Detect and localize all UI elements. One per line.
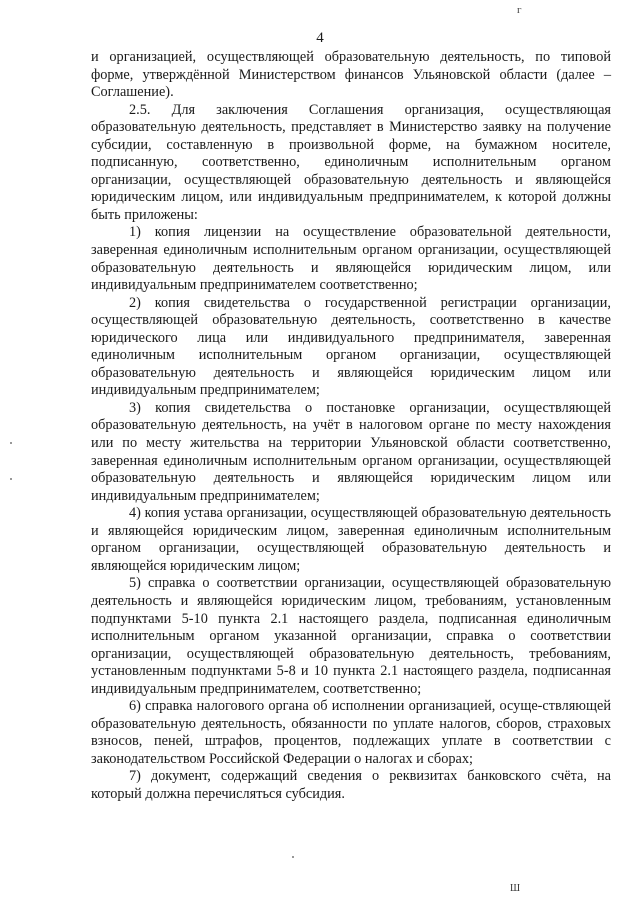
scan-speck	[292, 856, 294, 858]
scan-speck	[10, 478, 12, 480]
page-number: 4	[316, 30, 324, 46]
list-item-4: 4) копия устава организации, осуществляющей образовательную деятельность и являющейся юридическим лицом, заверенная единоличным исполнительным органом организации, осуществляющей образовательную деятельность и являющейся юридическим лицом;	[91, 505, 611, 574]
list-item-7: 7) документ, содержащий сведения о реквизитах банковского счёта, на который должна перечисляться субсидия.	[91, 768, 611, 802]
document-body	[91, 49, 611, 804]
scan-speck	[10, 442, 12, 444]
list-item-6: 6) справка налогового органа об исполнении организацией, осуще-ствляющей образовательную деятельность, обязанности по уплате налогов, сборов, страховых взносов, пеней, штрафов, процентов, подлежащих уплате в соответствии с законодательством Российской Федерации о налогах и сборах;	[91, 698, 611, 767]
paragraph-continuation: и организацией, осуществляющей образовательную деятельность, по типовой форме, утверждённой Министерством финансов Ульяновской области (далее – Соглашение).	[91, 49, 611, 101]
list-item-3: 3) копия свидетельства о постановке организации, осуществляющей образовательную деятельность, на учёт в налоговом органе по месту нахождения или по месту жительства на территории Ульяновской области соответственно, заверенная единоличным исполнительным органом организации, осуществляющей образовательную деятельность и являющейся юридическим лицом или индивидуальным предпринимателем;	[91, 399, 611, 504]
list-item-2: 2) копия свидетельства о государственной регистрации организации, осуществляющей образовательную деятельность, соответственно в качестве юридического лица или индивидуального предпринимателя, заверенная единоличным исполнительным органом организации, осуществляющей образовательную деятельность и являющейся юридическим лицом или индивидуальным предпринимателем;	[91, 294, 611, 399]
list-item-5: 5) справка о соответствии организации, осуществляющей образовательную деятельность и являющейся юридическим лицом, требованиям, установленным подпунктами 5-10 пункта 2.1 настоящего раздела, подписанная единоличным исполнительным органом указанной организации, справка о соответствии организации, осуществляющей образовательную деятельность, требованиям, установленным подпунктами 5-8 и 10 пункта 2.1 настоящего раздела, подписанная индивидуальным предпринимателем, соответственно;	[91, 575, 611, 697]
bottom-mark: Ш	[510, 883, 521, 894]
paragraph-2-5: 2.5. Для заключения Соглашения организация, осуществляющая образовательную деятельность, представляет в Министерство заявку на получение субсидии, составленную в произвольной форме, на бумажном носителе, подписанную, соответственно, единоличным исполнительным органом организации, осуществляющей образовательную деятельность и являющейся юридическим лицом, или индивидуальным предпринимателем, к которой должны быть приложены:	[91, 101, 611, 223]
list-item-1: 1) копия лицензии на осуществление образовательной деятельности, заверенная единоличным исполнительным органом организации, осуществляющей образовательную деятельность и являющейся юридическим лицом, или индивидуальным предпринимателем соответственно;	[91, 224, 611, 294]
corner-mark: г	[517, 4, 522, 16]
